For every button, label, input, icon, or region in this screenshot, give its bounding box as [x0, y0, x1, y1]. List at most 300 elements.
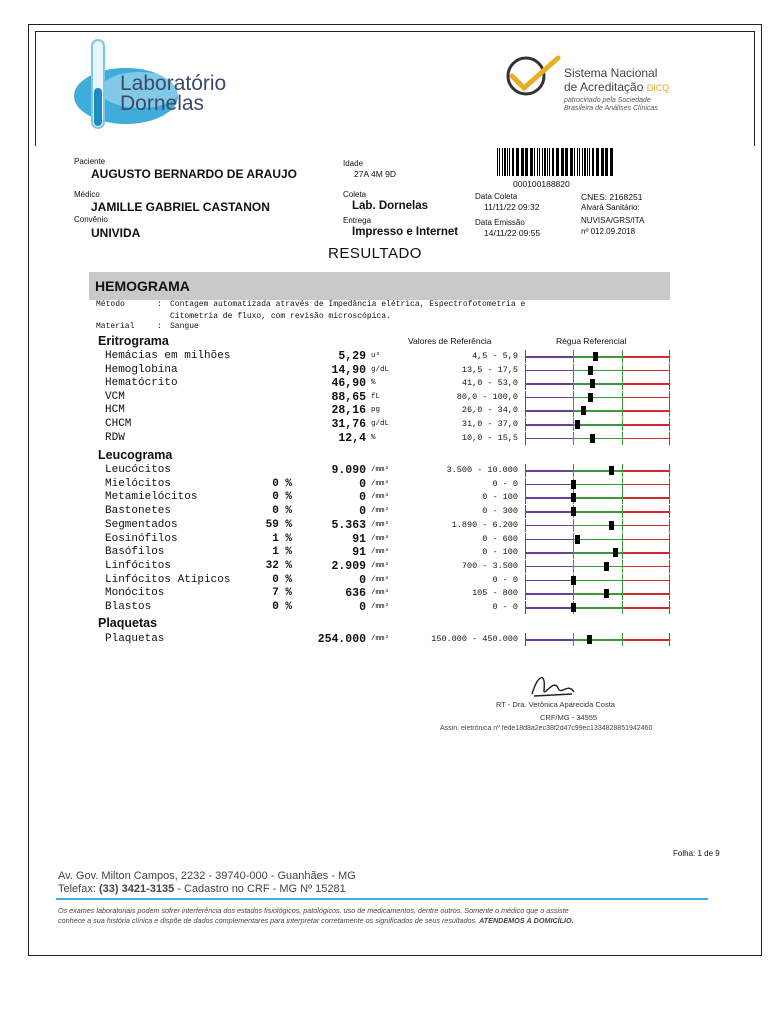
footer-address: Av. Gov. Milton Campos, 2232 - 39740-000 - Guanhães - MG: [58, 870, 356, 882]
ruler-tick: [525, 601, 526, 614]
result-row: [0, 601, 768, 614]
result-unit: /mm³: [371, 589, 390, 598]
ruler-segment: [622, 484, 670, 486]
result-unit: /mm³: [371, 575, 390, 584]
ruler-segment: [622, 593, 670, 595]
ruler-tick: [525, 464, 526, 477]
accreditation-line1: Sistema Nacional: [564, 66, 658, 80]
ruler-segment: [622, 470, 670, 472]
result-name: Eosinófilos: [105, 532, 178, 545]
result-value: 46,90: [331, 377, 366, 391]
checkmark-seal-icon: [502, 52, 562, 102]
ruler-segment: [525, 539, 573, 541]
result-row: [0, 491, 768, 504]
ruler-segment: [525, 410, 573, 412]
footer-divider: [56, 898, 708, 900]
accreditation-sub1: patrocinado pela Sociedade: [564, 97, 651, 104]
ruler-tick: [525, 418, 526, 431]
ruler-marker: [575, 535, 580, 544]
result-title: RESULTADO: [328, 245, 422, 262]
ruler-marker: [575, 420, 580, 429]
ruler-tick: [622, 464, 623, 477]
result-ref: 10,0 - 15,5: [461, 432, 518, 443]
barcode-bar: [579, 148, 580, 176]
result-name: RDW: [105, 431, 125, 444]
ruler-tick: [573, 377, 574, 390]
accreditation-line2: de Acreditação DICQ: [564, 80, 670, 94]
ruler-marker: [571, 493, 576, 502]
ruler-tick: [669, 491, 670, 504]
result-name: Hemácias em milhões: [105, 350, 231, 362]
result-pct: 0 %: [272, 505, 292, 518]
alvara: Alvará Sanitário:: [581, 203, 640, 212]
reference-ruler: [525, 497, 670, 498]
ruler-segment: [573, 370, 622, 372]
ruler-segment: [525, 484, 573, 486]
ruler-tick: [573, 633, 574, 646]
result-ref: 26,0 - 34,0: [461, 405, 518, 416]
reference-ruler: [525, 356, 670, 357]
ruler-segment: [622, 370, 670, 372]
reference-ruler: [525, 484, 670, 485]
result-row: [0, 364, 768, 377]
ruler-tick: [525, 505, 526, 518]
lab-logo: [70, 38, 250, 138]
result-unit: /mm³: [371, 493, 390, 502]
result-name: Monócitos: [105, 587, 165, 600]
barcode-bar: [539, 148, 540, 176]
ruler-segment: [525, 580, 573, 582]
result-unit: pg: [371, 406, 381, 415]
barcode-bar: [561, 148, 564, 176]
barcode-bar: [504, 148, 506, 176]
ruler-tick: [669, 464, 670, 477]
reference-ruler: [525, 410, 670, 411]
barcode-icon: [497, 148, 615, 176]
result-row: [0, 404, 768, 417]
result-ref: 0 - 100: [482, 492, 518, 503]
barcode-bar: [530, 148, 533, 176]
ruler-tick: [525, 350, 526, 363]
collection-date-label: Data Coleta: [475, 192, 518, 201]
insurance-label: Convênio: [74, 215, 108, 224]
result-value: 2.909: [331, 559, 366, 573]
result-name: Mielócitos: [105, 477, 172, 490]
result-name: CHCM: [105, 418, 132, 430]
ruler-segment: [622, 607, 670, 609]
result-name: VCM: [105, 390, 125, 403]
result-unit: /mm³: [371, 534, 390, 543]
ruler-tick: [573, 350, 574, 363]
ruler-header: Régua Referencial: [556, 336, 627, 346]
ruler-segment: [622, 397, 670, 399]
exam-title: HEMOGRAMA: [95, 278, 190, 294]
ruler-segment: [525, 438, 573, 440]
barcode-bar: [582, 148, 583, 176]
reference-ruler: [525, 552, 670, 553]
ruler-segment: [525, 511, 573, 513]
ruler-tick: [669, 546, 670, 559]
barcode-bar: [596, 148, 599, 176]
collection-label: Coleta: [343, 190, 367, 199]
result-value: 636: [345, 587, 366, 601]
result-unit: /mm³: [371, 635, 390, 643]
result-row: [0, 464, 768, 477]
ruler-segment: [622, 539, 670, 541]
result-pct: 32 %: [265, 559, 292, 572]
result-ref: 0 - 0: [492, 478, 518, 489]
barcode-bar: [521, 148, 524, 176]
ruler-marker: [581, 406, 586, 415]
barcode-bar: [587, 148, 588, 176]
ruler-marker: [604, 589, 609, 598]
result-name: Hematócrito: [105, 377, 178, 390]
result-row: [0, 505, 768, 518]
ruler-tick: [622, 364, 623, 377]
footer-disclaimer2: conhece a sua história clínica e dispõe de dados complementares para interpretar corretamente os significados de seus resultados. ATENDEMOS À DOMICÍLIO.: [58, 916, 574, 925]
ruler-segment: [573, 511, 622, 513]
result-row: [0, 533, 768, 546]
barcode-bar: [601, 148, 604, 176]
ruler-segment: [622, 566, 670, 568]
ruler-segment: [525, 566, 573, 568]
result-pct: 0 %: [272, 477, 292, 490]
result-value: 31,76: [331, 418, 366, 431]
reference-ruler: [525, 397, 670, 398]
barcode-bar: [577, 148, 578, 176]
result-ref: 0 - 100: [482, 547, 518, 558]
ruler-segment: [525, 383, 573, 385]
ruler-segment: [525, 356, 573, 358]
ruler-segment: [525, 593, 573, 595]
result-row: [0, 377, 768, 390]
ruler-segment: [622, 580, 670, 582]
ruler-tick: [669, 601, 670, 614]
reference-ruler: [525, 580, 670, 581]
ruler-tick: [525, 560, 526, 573]
result-name: Linfócitos Atípicos: [105, 573, 231, 586]
reference-ruler: [525, 539, 670, 540]
ruler-segment: [573, 593, 622, 595]
doctor-name: JAMILLE GABRIEL CASTANON: [91, 200, 270, 214]
barcode-bar: [516, 148, 519, 176]
result-ref: 0 - 0: [492, 602, 518, 612]
ruler-marker: [587, 635, 592, 644]
result-row: [0, 546, 768, 559]
ruler-tick: [622, 587, 623, 600]
barcode-bar: [610, 148, 613, 176]
ruler-tick: [622, 633, 623, 646]
barcode-bar: [549, 148, 550, 176]
reference-ruler: [525, 525, 670, 526]
ruler-tick: [573, 519, 574, 532]
result-row: [0, 350, 768, 363]
barcode-bar: [537, 148, 538, 176]
result-ref: 31,0 - 37,0: [461, 419, 518, 429]
ruler-tick: [525, 377, 526, 390]
collection-date: 11/11/22 09:32: [484, 202, 540, 212]
result-pct: 0 %: [272, 573, 292, 586]
result-unit: fL: [371, 392, 381, 401]
result-name: Segmentados: [105, 518, 178, 531]
result-name: Linfócitos: [105, 559, 172, 572]
result-ref: 80,0 - 100,0: [456, 391, 518, 402]
ruler-segment: [622, 424, 670, 426]
result-value: 0: [359, 573, 366, 587]
ruler-tick: [573, 432, 574, 445]
ruler-tick: [622, 391, 623, 404]
ruler-segment: [525, 370, 573, 372]
result-row: [0, 391, 768, 404]
ruler-tick: [669, 587, 670, 600]
ruler-tick: [622, 418, 623, 431]
ruler-tick: [525, 432, 526, 445]
ruler-segment: [573, 539, 622, 541]
ruler-tick: [525, 574, 526, 587]
barcode-bar: [509, 148, 510, 176]
ruler-tick: [525, 587, 526, 600]
barcode-bar: [512, 148, 514, 176]
reference-ruler: [525, 593, 670, 594]
ruler-segment: [525, 552, 573, 554]
barcode-bar: [592, 148, 594, 176]
result-value: 0: [359, 477, 366, 491]
ruler-tick: [669, 560, 670, 573]
ruler-tick: [669, 418, 670, 431]
reference-header: Valores de Referência: [408, 336, 492, 346]
reference-ruler: [525, 438, 670, 439]
section-plaquetas: Plaquetas: [98, 616, 158, 630]
result-unit: /mm³: [371, 561, 390, 570]
reference-ruler: [525, 639, 670, 640]
result-row: [0, 432, 768, 445]
result-unit: %: [371, 379, 376, 388]
ruler-segment: [622, 383, 670, 385]
barcode-bar: [547, 148, 548, 176]
ruler-tick: [622, 350, 623, 363]
page-counter: Folha: 1 de 9: [673, 849, 720, 858]
ruler-segment: [622, 356, 670, 358]
barcode: [497, 148, 615, 176]
result-unit: /mm³: [371, 603, 390, 611]
reference-ruler: [525, 383, 670, 384]
ruler-tick: [622, 505, 623, 518]
ruler-tick: [573, 560, 574, 573]
material-value: Sangue: [170, 322, 199, 331]
barcode-bar: [574, 148, 575, 176]
result-pct: 59 %: [265, 518, 292, 531]
reference-ruler: [525, 511, 670, 512]
ruler-tick: [669, 574, 670, 587]
ruler-tick: [573, 418, 574, 431]
ruler-segment: [573, 484, 622, 486]
barcode-bar: [552, 148, 554, 176]
ruler-segment: [525, 497, 573, 499]
exam-title-bar: [89, 272, 670, 300]
result-row: [0, 478, 768, 491]
ruler-tick: [669, 391, 670, 404]
barcode-bar: [589, 148, 590, 176]
result-row: [0, 418, 768, 431]
barcode-bar: [499, 148, 500, 176]
result-unit: u³: [371, 352, 381, 360]
reference-ruler: [525, 566, 670, 567]
reference-ruler: [525, 470, 670, 471]
result-ref: 41,0 - 53,0: [461, 378, 518, 389]
ruler-segment: [622, 552, 670, 554]
ruler-tick: [622, 519, 623, 532]
result-value: 5.363: [331, 518, 366, 532]
ruler-tick: [573, 533, 574, 546]
ruler-tick: [669, 633, 670, 646]
ruler-segment: [573, 424, 622, 426]
doctor-label: Médico: [74, 190, 100, 199]
method-line2: Citometria de fluxo, com revisão microscópica.: [170, 312, 391, 321]
material-colon: :: [157, 322, 162, 331]
barcode-bar: [570, 148, 573, 176]
result-row: [0, 519, 768, 532]
result-pct: 1 %: [272, 532, 292, 545]
ruler-segment: [525, 525, 573, 527]
ruler-tick: [622, 478, 623, 491]
ruler-segment: [573, 497, 622, 499]
ruler-tick: [669, 533, 670, 546]
ruler-tick: [622, 533, 623, 546]
ruler-tick: [573, 546, 574, 559]
ruler-segment: [525, 424, 573, 426]
age-value: 27A 4M 9D: [354, 169, 397, 179]
footer-disclaimer1: Os exames laboratoriais podem sofrer interferência dos estados fisiológicos, patológicos, uso de medicamentos, dentre outros. Somente o médico que o assiste: [58, 906, 569, 915]
reference-ruler: [525, 424, 670, 425]
ruler-segment: [573, 607, 622, 609]
result-ref: 1.890 - 6.200: [451, 519, 518, 530]
ruler-marker: [590, 379, 595, 388]
patient-name: AUGUSTO BERNARDO DE ARAUJO: [91, 167, 298, 181]
ruler-tick: [669, 364, 670, 377]
result-value: 88,65: [331, 390, 366, 404]
result-pct: 1 %: [272, 546, 292, 559]
ruler-segment: [573, 639, 622, 641]
ruler-segment: [622, 511, 670, 513]
result-unit: /mm³: [371, 548, 390, 557]
age-label: Idade: [343, 159, 364, 168]
footer-phone-line: Telefax: (33) 3421-3135 - Cadastro no CRF - MG Nº 15281: [58, 883, 346, 895]
ruler-tick: [525, 519, 526, 532]
section-eritrograma: Eritrograma: [98, 334, 169, 348]
ruler-marker: [593, 352, 598, 361]
nuvisa: NUVISA/GRS/ITA: [581, 216, 645, 225]
ruler-tick: [525, 491, 526, 504]
result-unit: g/dL: [371, 365, 390, 374]
ruler-tick: [622, 432, 623, 445]
result-ref: 0 - 300: [482, 506, 518, 517]
accreditation-logo: [502, 52, 722, 122]
result-name: Bastonetes: [105, 505, 172, 518]
ruler-segment: [573, 580, 622, 582]
ruler-tick: [669, 350, 670, 363]
result-row: [0, 633, 768, 646]
result-value: 9.090: [331, 464, 366, 477]
ruler-tick: [622, 404, 623, 417]
method-colon: :: [157, 300, 162, 309]
ruler-marker: [609, 521, 614, 530]
ruler-tick: [669, 404, 670, 417]
ruler-segment: [622, 525, 670, 527]
result-value: 0: [359, 601, 366, 614]
result-value: 14,90: [331, 363, 366, 377]
result-ref: 105 - 800: [472, 588, 518, 599]
ruler-tick: [669, 519, 670, 532]
ruler-tick: [573, 391, 574, 404]
ruler-segment: [573, 397, 622, 399]
result-name: Basófilos: [105, 546, 165, 559]
ruler-segment: [525, 639, 573, 641]
ruler-tick: [622, 377, 623, 390]
result-ref: 700 - 3.500: [461, 560, 518, 571]
ruler-tick: [622, 491, 623, 504]
result-name: Leucócitos: [105, 464, 172, 476]
ruler-tick: [622, 601, 623, 614]
result-name: Metamielócitos: [105, 491, 198, 504]
ruler-tick: [525, 364, 526, 377]
reference-ruler: [525, 607, 670, 608]
result-value: 0: [359, 491, 366, 505]
delivery-label: Entrega: [343, 216, 372, 225]
section-leucograma: Leucograma: [98, 448, 173, 462]
barcode-bar: [497, 148, 498, 176]
ruler-segment: [622, 639, 670, 641]
ruler-segment: [622, 410, 670, 412]
method-label: Método: [96, 300, 125, 309]
ruler-segment: [622, 438, 670, 440]
ruler-marker: [590, 434, 595, 443]
result-ref: 13,5 - 17,5: [461, 364, 518, 375]
result-value: 254.000: [317, 633, 366, 646]
result-ref: 0 - 0: [492, 574, 518, 585]
result-value: 0: [359, 505, 366, 519]
result-pct: 0 %: [272, 491, 292, 504]
barcode-number: 000100188820: [513, 179, 570, 189]
insurance-value: UNIVIDA: [91, 226, 141, 240]
ruler-segment: [525, 470, 573, 472]
ruler-marker: [588, 366, 593, 375]
barcode-bar: [556, 148, 559, 176]
ruler-marker: [613, 548, 618, 557]
result-name: Hemoglobina: [105, 363, 178, 376]
collection-value: Lab. Dornelas: [352, 200, 429, 212]
ruler-segment: [573, 566, 622, 568]
signature-line2: CRF/MG - 34555: [540, 713, 598, 722]
ruler-marker: [588, 393, 593, 402]
result-ref: 0 - 600: [482, 533, 518, 544]
barcode-bar: [507, 148, 508, 176]
result-unit: /mm³: [371, 466, 390, 474]
barcode-bar: [584, 148, 586, 176]
result-unit: %: [371, 433, 376, 442]
reference-ruler: [525, 370, 670, 371]
result-value: 91: [352, 546, 366, 560]
ruler-tick: [525, 478, 526, 491]
result-unit: g/dL: [371, 420, 390, 428]
barcode-bar: [542, 148, 543, 176]
ruler-tick: [573, 364, 574, 377]
result-name: Plaquetas: [105, 633, 165, 645]
result-value: 12,4: [338, 431, 366, 445]
ruler-tick: [622, 546, 623, 559]
ruler-marker: [609, 466, 614, 475]
ruler-segment: [573, 383, 622, 385]
method-line1: Contagem automatizada através de Impedância elétrica, Espectrofotometria e: [170, 300, 526, 309]
